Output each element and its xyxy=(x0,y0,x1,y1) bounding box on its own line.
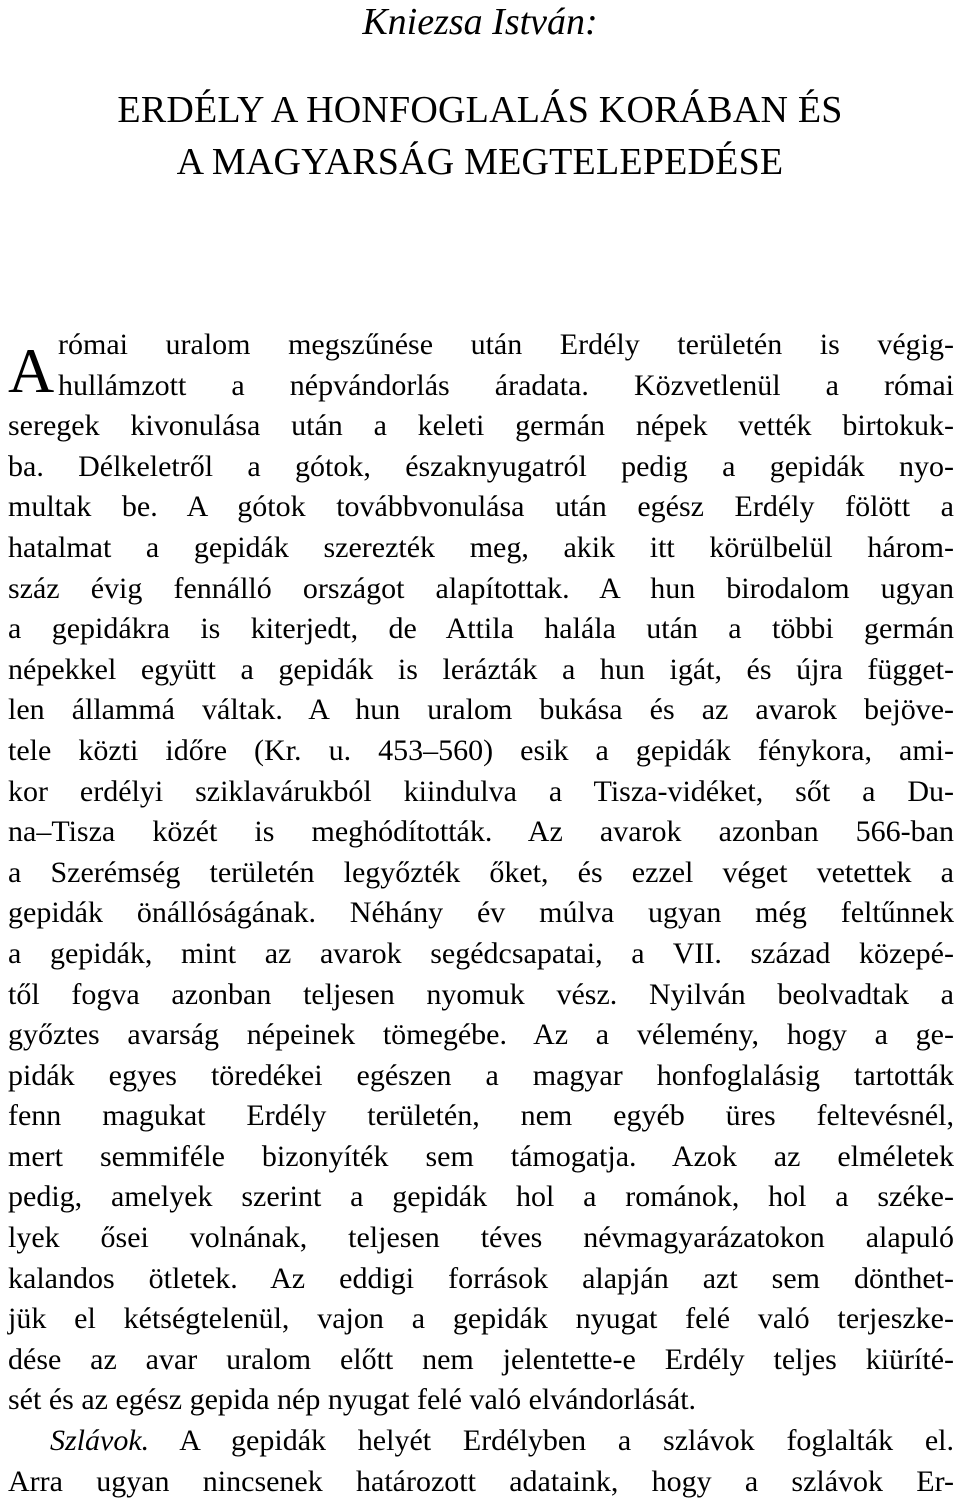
paragraph-line: seregek kivonulása után a keleti germán népek vették birtokuk- xyxy=(8,409,954,443)
line-text: A gepidák helyét Erdélyben a szlávok foglalták el. xyxy=(149,1424,954,1458)
paragraph-line: gepidák önállóságának. Néhány év múlva ugyan még feltűnnek xyxy=(8,896,954,930)
body-text xyxy=(8,325,954,1502)
title-line: A MAGYARSÁG MEGTELEPEDÉSE xyxy=(176,141,784,183)
paragraph-line: római uralom megszűnése után Erdély területén is végig- xyxy=(58,328,954,361)
paragraph-line: fenn magukat Erdély területén, nem egyéb üres feltevésnél, xyxy=(8,1099,954,1133)
paragraph-line: tele közti időre (Kr. u. 453–560) esik a gepidák fénykora, ami- xyxy=(8,733,954,767)
paragraph-line: len állammá váltak. A hun uralom bukása és az avarok bejöve- xyxy=(8,693,954,727)
drop-cap: A xyxy=(8,335,55,406)
paragraph-line: kalandos ötletek. Az eddigi források alapján azt sem dönthet- xyxy=(8,1261,954,1295)
paragraph-line: kor erdélyi sziklavárukból kiindulva a Tisza-vidéket, sőt a Du- xyxy=(8,774,954,808)
paragraph-line: népekkel együtt a gepidák is lerázták a hun igát, és újra függet- xyxy=(8,652,954,686)
paragraph-line: jük el kétségtelenül, vajon a gepidák nyugat felé való terjeszke- xyxy=(8,1302,954,1336)
paragraph-line: a gepidákra is kiterjedt, de Attila halála után a többi germán xyxy=(8,612,954,646)
section-lead: Szlávok. xyxy=(50,1424,150,1458)
paragraph-line: mert semmiféle bizonyíték sem támogatja. Azok az elméletek xyxy=(8,1139,954,1173)
chapter-title xyxy=(0,84,960,188)
paragraph-line: pidák egyes töredékei egészen a magyar honfoglalásig tartották xyxy=(8,1058,954,1092)
paragraph-line: hatalmat a gepidák szerezték meg, akik itt körülbelül három- xyxy=(8,530,954,564)
paragraph-line: sét és az egész gepida nép nyugat felé való elvándorlását. xyxy=(8,1383,697,1417)
title-line: ERDÉLY A HONFOGLALÁS KORÁBAN ÉS xyxy=(117,89,843,131)
paragraph-line: győztes avarság népeinek tömegébe. Az a vélemény, hogy a ge- xyxy=(8,1018,954,1052)
paragraph-line: ba. Délkeletről a gótok, északnyugatról pedig a gepidák nyo- xyxy=(8,449,954,483)
paragraph-line: multak be. A gótok továbbvonulása után egész Erdély fölött a xyxy=(8,490,954,524)
paragraph xyxy=(8,325,954,1421)
paragraph-line: hullámzott a népvándorlás áradata. Közvetlenül a római xyxy=(58,368,954,402)
paragraph-line: pedig, amelyek szerint a gepidák hol a románok, hol a széke- xyxy=(8,1180,954,1214)
paragraph-line: a gepidák, mint az avarok segédcsapatai, a VII. század közepé- xyxy=(8,936,954,970)
paragraph-line: Arra ugyan nincsenek határozott adataink, hogy a szlávok Er- xyxy=(8,1464,954,1498)
paragraph-line: lyek ősei volnának, teljesen téves névmagyarázatokon alapuló xyxy=(8,1221,954,1255)
paragraph-line: től fogva azonban teljesen nyomuk vész. Nyilván beolvadtak a xyxy=(8,977,954,1011)
paragraph xyxy=(8,1421,954,1502)
author-name: Kniezsa István: xyxy=(362,1,598,43)
paragraph-line: dése az avar uralom előtt nem jelentette-e Erdély teljes kiüríté- xyxy=(8,1342,954,1376)
paragraph-line: na–Tisza közét is meghódították. Az avarok azonban 566-ban xyxy=(8,815,954,849)
paragraph-line: száz évig fennálló országot alapítottak. A hun birodalom ugyan xyxy=(8,571,954,605)
paragraph-line xyxy=(8,1421,954,1462)
paragraph-line: a Szerémség területén legyőzték őket, és ezzel véget vetettek a xyxy=(8,855,954,889)
